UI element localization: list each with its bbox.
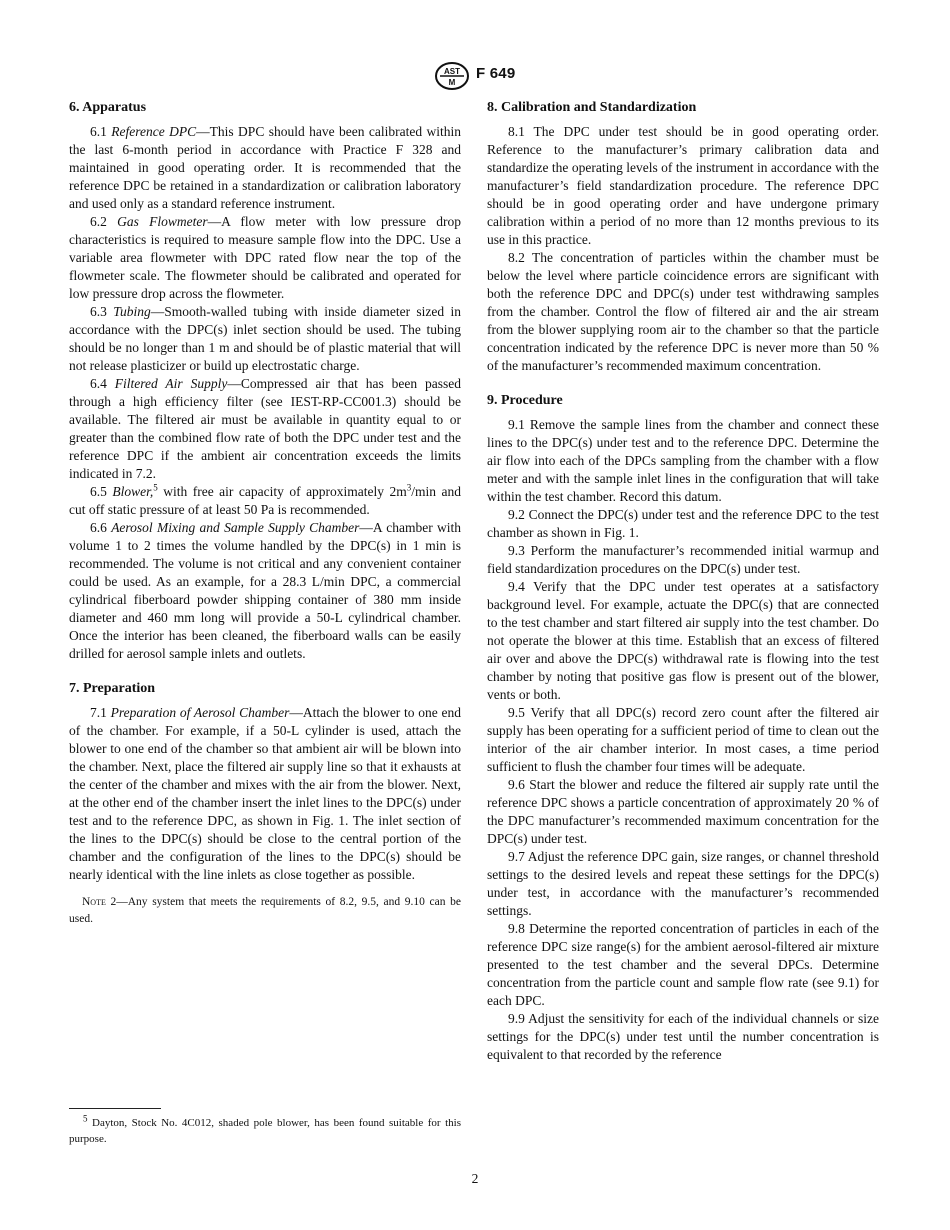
para-9-8: 9.8 Determine the reported concentration of particles in each of the reference DPC size range(s) for the ambient aerosol-filtered air mixture presented to the test chamber and the several DPCs. Determine concentration from the particle count and sample flow rate (see 9.1) for each DPC. bbox=[487, 921, 879, 1008]
section-7-heading: 7. Preparation bbox=[69, 681, 156, 696]
page-number: 2 bbox=[471, 1171, 479, 1186]
svg-text:AST: AST bbox=[444, 67, 460, 76]
para-9-4: 9.4 Verify that the DPC under test operates at a satisfactory background level. For example, actuate the DPC(s) that are connected to the test chamber and start filtered air supply into the test chamber. Do not operate the blower at this time. Establish that an excess of filtered air over and above the DPC(s) withdrawal rate is flowing into the test chamber by noting that positive gas flow is present out of the blower, vents or both. bbox=[487, 579, 879, 702]
right-column bbox=[487, 98, 879, 1064]
para-6-4: 6.4 Filtered Air Supply—Compressed air that has been passed through a high efficiency filter (see IEST-RP-CC001.3) should be available. The filtered air must be available in quantity equal to or greater than the combined flow rate of both the DPC under test and the reference DPC if the ambient air concentration exceeds the limits indicated in 7.2. bbox=[69, 376, 461, 481]
para-9-2: 9.2 Connect the DPC(s) under test and the reference DPC to the test chamber as shown in Fig. 1. bbox=[487, 507, 879, 540]
para-6-1: 6.1 Reference DPC—This DPC should have been calibrated within the last 6-month period in accordance with Practice F 328 and maintained in good operating order. It is recommended that the reference DPC be retained in a standardization or calibration laboratory and used only as a standard reference instrument. bbox=[69, 124, 462, 211]
footnote-5: $^5$ Dayton, Stock No. 4C012, shaded pole blower, has been found suitable for this purpose. bbox=[69, 1113, 461, 1145]
para-6-3: 6.3 Tubing—Smooth-walled tubing with inside diameter sized in accordance with the DPC(s) inlet section should be used. The tubing should be no longer than 1 m and should be of plastic material that will not release plasticizer or build up electrostatic charge. bbox=[69, 304, 461, 373]
section-6-heading: 6. Apparatus bbox=[69, 100, 147, 115]
footnote-rule bbox=[69, 1108, 161, 1109]
para-9-7: 9.7 Adjust the reference DPC gain, size ranges, or channel threshold settings to the desired levels and repeat these settings for the DPC(s) under test, in accordance with the manufacturer’s recommended settings. bbox=[487, 849, 879, 918]
note-2: Note 2—Any system that meets the requirements of 8.2, 9.5, and 9.10 can be used. bbox=[69, 896, 461, 925]
para-9-9: 9.9 Adjust the sensitivity for each of the individual channels or size settings for the DPC(s) under test until the number concentration is equivalent to that recorded by the reference bbox=[487, 1011, 879, 1062]
para-6-5: 6.5 Blower,$^5$ with free air capacity of approximately $2m^3/\min$ and cut off static pressure of at least 50 Pa is recommended. bbox=[69, 482, 462, 517]
para-8-2: 8.2 The concentration of particles within the chamber must be below the level where particle coincidence errors are significant with both the reference DPC and DPC(s) under test withdrawing samples from the chamber. Control the flow of filtered air and the air stream from the blower supplying room air to the chamber so that the particle concentration indicated by the reference DPC is never more than 50 % of the manufacturer’s recommended maximum concentration. bbox=[487, 250, 879, 373]
para-6-2: 6.2 Gas Flowmeter—A flow meter with low pressure drop characteristics is required to measure sample flow into the DPC. Use a variable area flowmeter with DPC rated flow near the top of the flowmeter scale. The flowmeter should be calibrated and operated for low pressure drop across the flowmeter. bbox=[69, 214, 461, 301]
para-9-6: 9.6 Start the blower and reduce the filtered air supply rate until the reference DPC shows a particle concentration of approximately 20 % of the DPC manufacturer’s recommended maximum concentration for the DPC(s) under test. bbox=[487, 777, 879, 846]
section-8-heading: 8. Calibration and Standardization bbox=[487, 100, 697, 115]
para-8-1: 8.1 The DPC under test should be in good operating order. Reference to the manufacturer’s primary calibration data and standardize the operating levels of the instrument in accordance with the manufacturer’s field standardization procedure. The reference DPC should be in good operating order and have undergone primary calibration within a period of no more than 12 months previous to its use in this practice. bbox=[487, 124, 879, 247]
para-9-1: 9.1 Remove the sample lines from the chamber and connect these lines to the DPC(s) under test and to the reference DPC. Determine the air flow into each of the DPCs sampling from the chamber with a flow meter and with the sample inlet lines in the configuration that will take within the test chamber. Record this datum. bbox=[487, 417, 879, 504]
para-7-1: 7.1 Preparation of Aerosol Chamber—Attach the blower to one end of the chamber. For example, if a 50-L cylinder is used, attach the blower to one end of the chamber so that ambient air will be blown into the chamber. Next, place the filtered air supply line so that it exhausts at the center of the chamber and mixes with the air from the blower. Next, at the other end of the chamber insert the inlet lines to the DPC(s) under test and to the reference DPC, as shown in Fig. 1. The inlet section of the lines to the DPC(s) should be close to the central portion of the chamber and the configuration of the lines to the DPC(s) should be nearly identical with the line inlets as close together as possible. bbox=[69, 705, 462, 882]
para-6-6: 6.6 Aerosol Mixing and Sample Supply Chamber—A chamber with volume 1 to 2 times the volume handled by the DPC(s) in 1 min is recommended. The volume is not critical and any convenient container could be used. As an example, for a 28.3 L/min DPC, a commercial cylindrical fiberboard powder shipping container of 380 mm inside diameter and 460 mm long will provide a 50-L cylindrical chamber. Once the interior has been cleaned, the fiberboard walls can be easily drilled for aerosol sample inlets and outlets. bbox=[69, 520, 462, 661]
para-9-3: 9.3 Perform the manufacturer’s recommended initial warmup and field standardization procedures on the DPC(s) under test. bbox=[487, 543, 879, 576]
astm-logo-icon bbox=[434, 62, 470, 90]
section-9-heading: 9. Procedure bbox=[487, 393, 563, 408]
left-column bbox=[69, 98, 461, 928]
svg-text:M: M bbox=[448, 78, 456, 87]
para-9-5: 9.5 Verify that all DPC(s) record zero count after the filtered air supply has been operating for a sufficient period of time to clean out the interior of the air chamber interior. In most cases, a time period sufficient to flush the chamber four times will be adequate. bbox=[487, 705, 879, 774]
designation: F 649 bbox=[476, 65, 516, 82]
page-header bbox=[0, 62, 950, 94]
